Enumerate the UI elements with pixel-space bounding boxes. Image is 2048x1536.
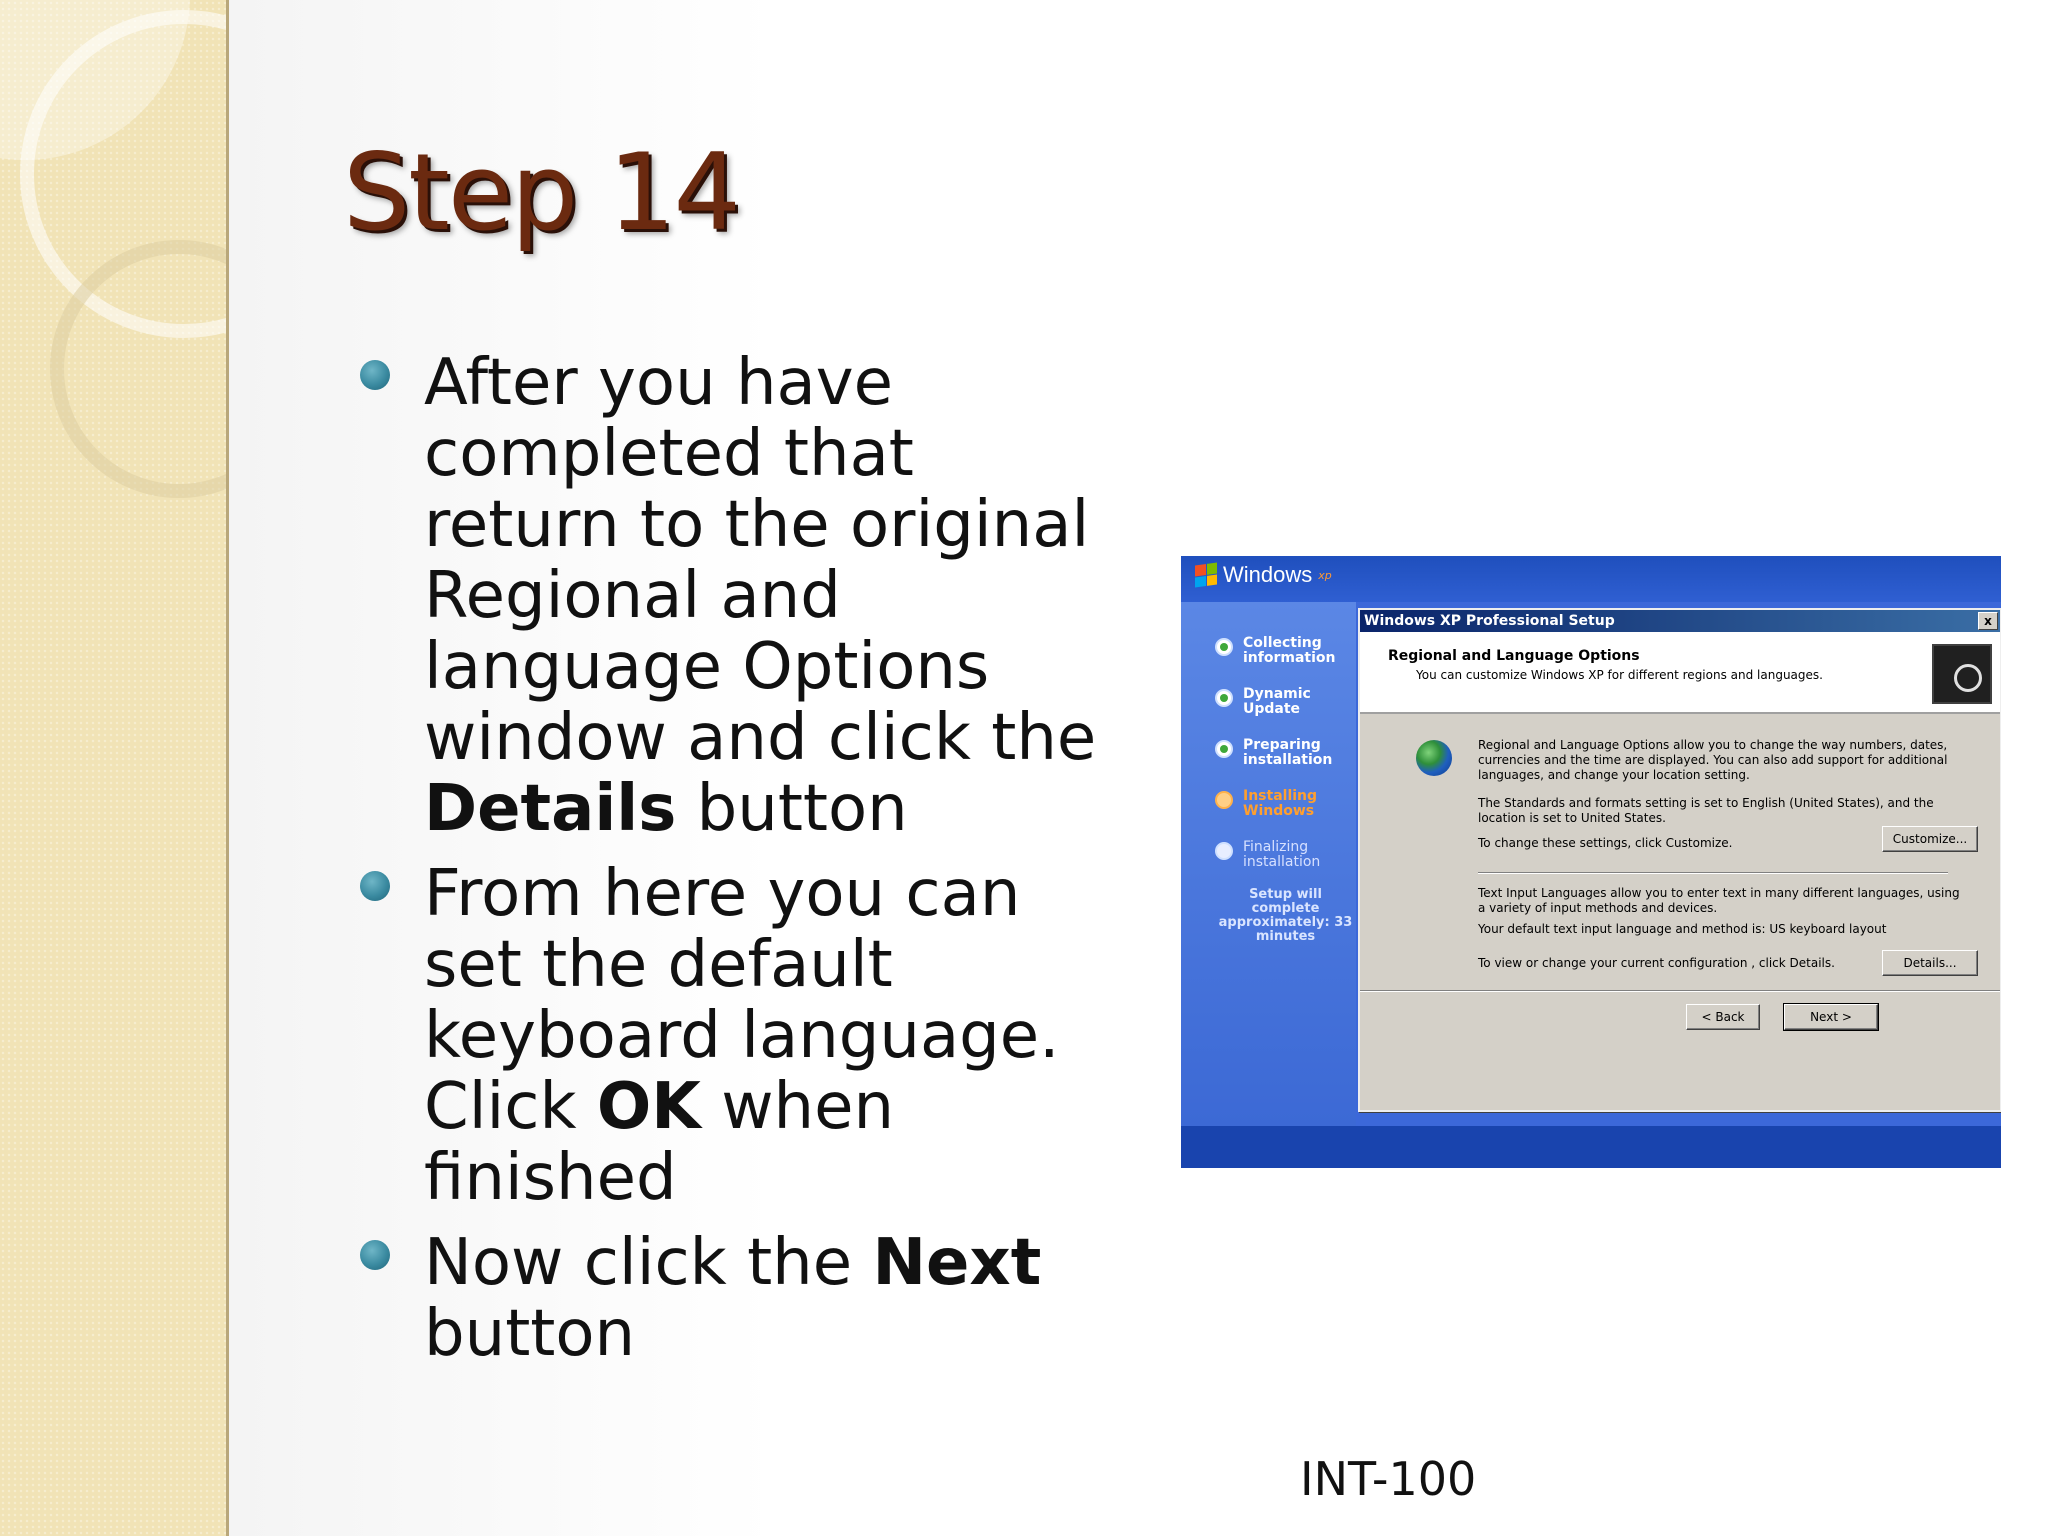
step-label: Finalizing installation: [1243, 839, 1321, 870]
dialog-text: The Standards and formats setting is set to English (United States), and the location is set to United States.: [1478, 796, 1934, 825]
windows-logo: [1195, 562, 1332, 588]
step-done-icon: [1215, 740, 1233, 758]
close-icon[interactable]: x: [1978, 612, 1998, 630]
bullet-list: [360, 348, 1120, 1384]
step-label: Preparing installation: [1243, 737, 1333, 768]
screenshot-top-bar: [1181, 556, 2001, 602]
bullet-dot-icon: [360, 360, 390, 390]
setup-steps: [1215, 636, 1355, 891]
windows-brand-suffix: xp: [1318, 568, 1332, 582]
step-done-icon: [1215, 689, 1233, 707]
details-button[interactable]: Details...: [1882, 950, 1978, 976]
windows-flag-icon: [1195, 562, 1217, 587]
bullet-text: From here you can set the default keyboard language. Click: [424, 857, 1060, 1144]
dialog-text: Text Input Languages allow you to enter text in many different languages, using a variety of input methods and devices.: [1478, 886, 1960, 915]
dialog-text: Your default text input language and method is: US keyboard layout: [1478, 922, 1887, 936]
time-remaining: Setup will complete approximately: 33 minutes: [1218, 887, 1353, 944]
dialog-body: [1360, 714, 2000, 1110]
globe-icon: [1416, 740, 1452, 776]
dialog-title-bar: [1360, 610, 2000, 632]
bullet-bold-text: OK: [596, 1070, 701, 1144]
setup-step: [1215, 738, 1355, 789]
step-label: Installing Windows: [1243, 788, 1318, 819]
setup-screenshot: [1181, 556, 2001, 1168]
step-done-icon: [1215, 638, 1233, 656]
windows-brand: Windows: [1223, 562, 1313, 587]
screenshot-bottom-bar: [1181, 1126, 2001, 1168]
divider: [1478, 872, 1948, 874]
dialog-header-title: Regional and Language Options: [1388, 648, 1640, 664]
setup-step: [1215, 636, 1355, 687]
dialog-text: To view or change your current configuration , click Details.: [1478, 956, 1835, 970]
dialog-text: To change these settings, click Customize.: [1478, 836, 1733, 850]
decorative-left-band: [0, 0, 229, 1536]
setup-step: [1215, 789, 1355, 840]
bullet-item: [360, 1228, 1120, 1370]
bullet-item: [360, 348, 1120, 845]
customize-button[interactable]: Customize...: [1882, 826, 1978, 852]
bullet-text: Now click the: [424, 1226, 873, 1300]
step-active-icon: [1215, 791, 1233, 809]
dialog-title: Windows XP Professional Setup: [1364, 613, 1615, 629]
setup-step: [1215, 687, 1355, 738]
bullet-text: After you have completed that return to the original Regional and language Options window and click the: [424, 346, 1097, 775]
step-pending-icon: [1215, 842, 1233, 860]
back-button[interactable]: < Back: [1686, 1004, 1760, 1030]
setup-cd-icon: [1932, 644, 1992, 704]
bullet-text: when finished: [424, 1070, 895, 1215]
step-label: Dynamic Update: [1243, 686, 1311, 717]
next-button[interactable]: Next >: [1784, 1004, 1878, 1030]
bullet-dot-icon: [360, 1240, 390, 1270]
divider: [1360, 990, 2000, 992]
setup-dialog: [1358, 608, 2001, 1112]
dialog-header: [1360, 632, 2000, 714]
footer-course-code: INT-100: [1300, 1452, 1477, 1506]
bullet-text: button: [676, 772, 908, 846]
bullet-bold-text: Next: [872, 1226, 1042, 1300]
dialog-text: Regional and Language Options allow you to change the way numbers, dates, currencies and the time are displayed. You can also add support for additional languages, and change your location setting.: [1478, 738, 1948, 782]
dialog-header-subtitle: You can customize Windows XP for different regions and languages.: [1416, 668, 1823, 682]
bullet-item: [360, 859, 1120, 1214]
bullet-dot-icon: [360, 871, 390, 901]
bullet-text: button: [424, 1297, 636, 1371]
slide-title: Step 14: [343, 131, 739, 254]
bullet-bold-text: Details: [424, 772, 677, 846]
step-label: Collecting information: [1243, 635, 1336, 666]
setup-step: [1215, 840, 1355, 891]
